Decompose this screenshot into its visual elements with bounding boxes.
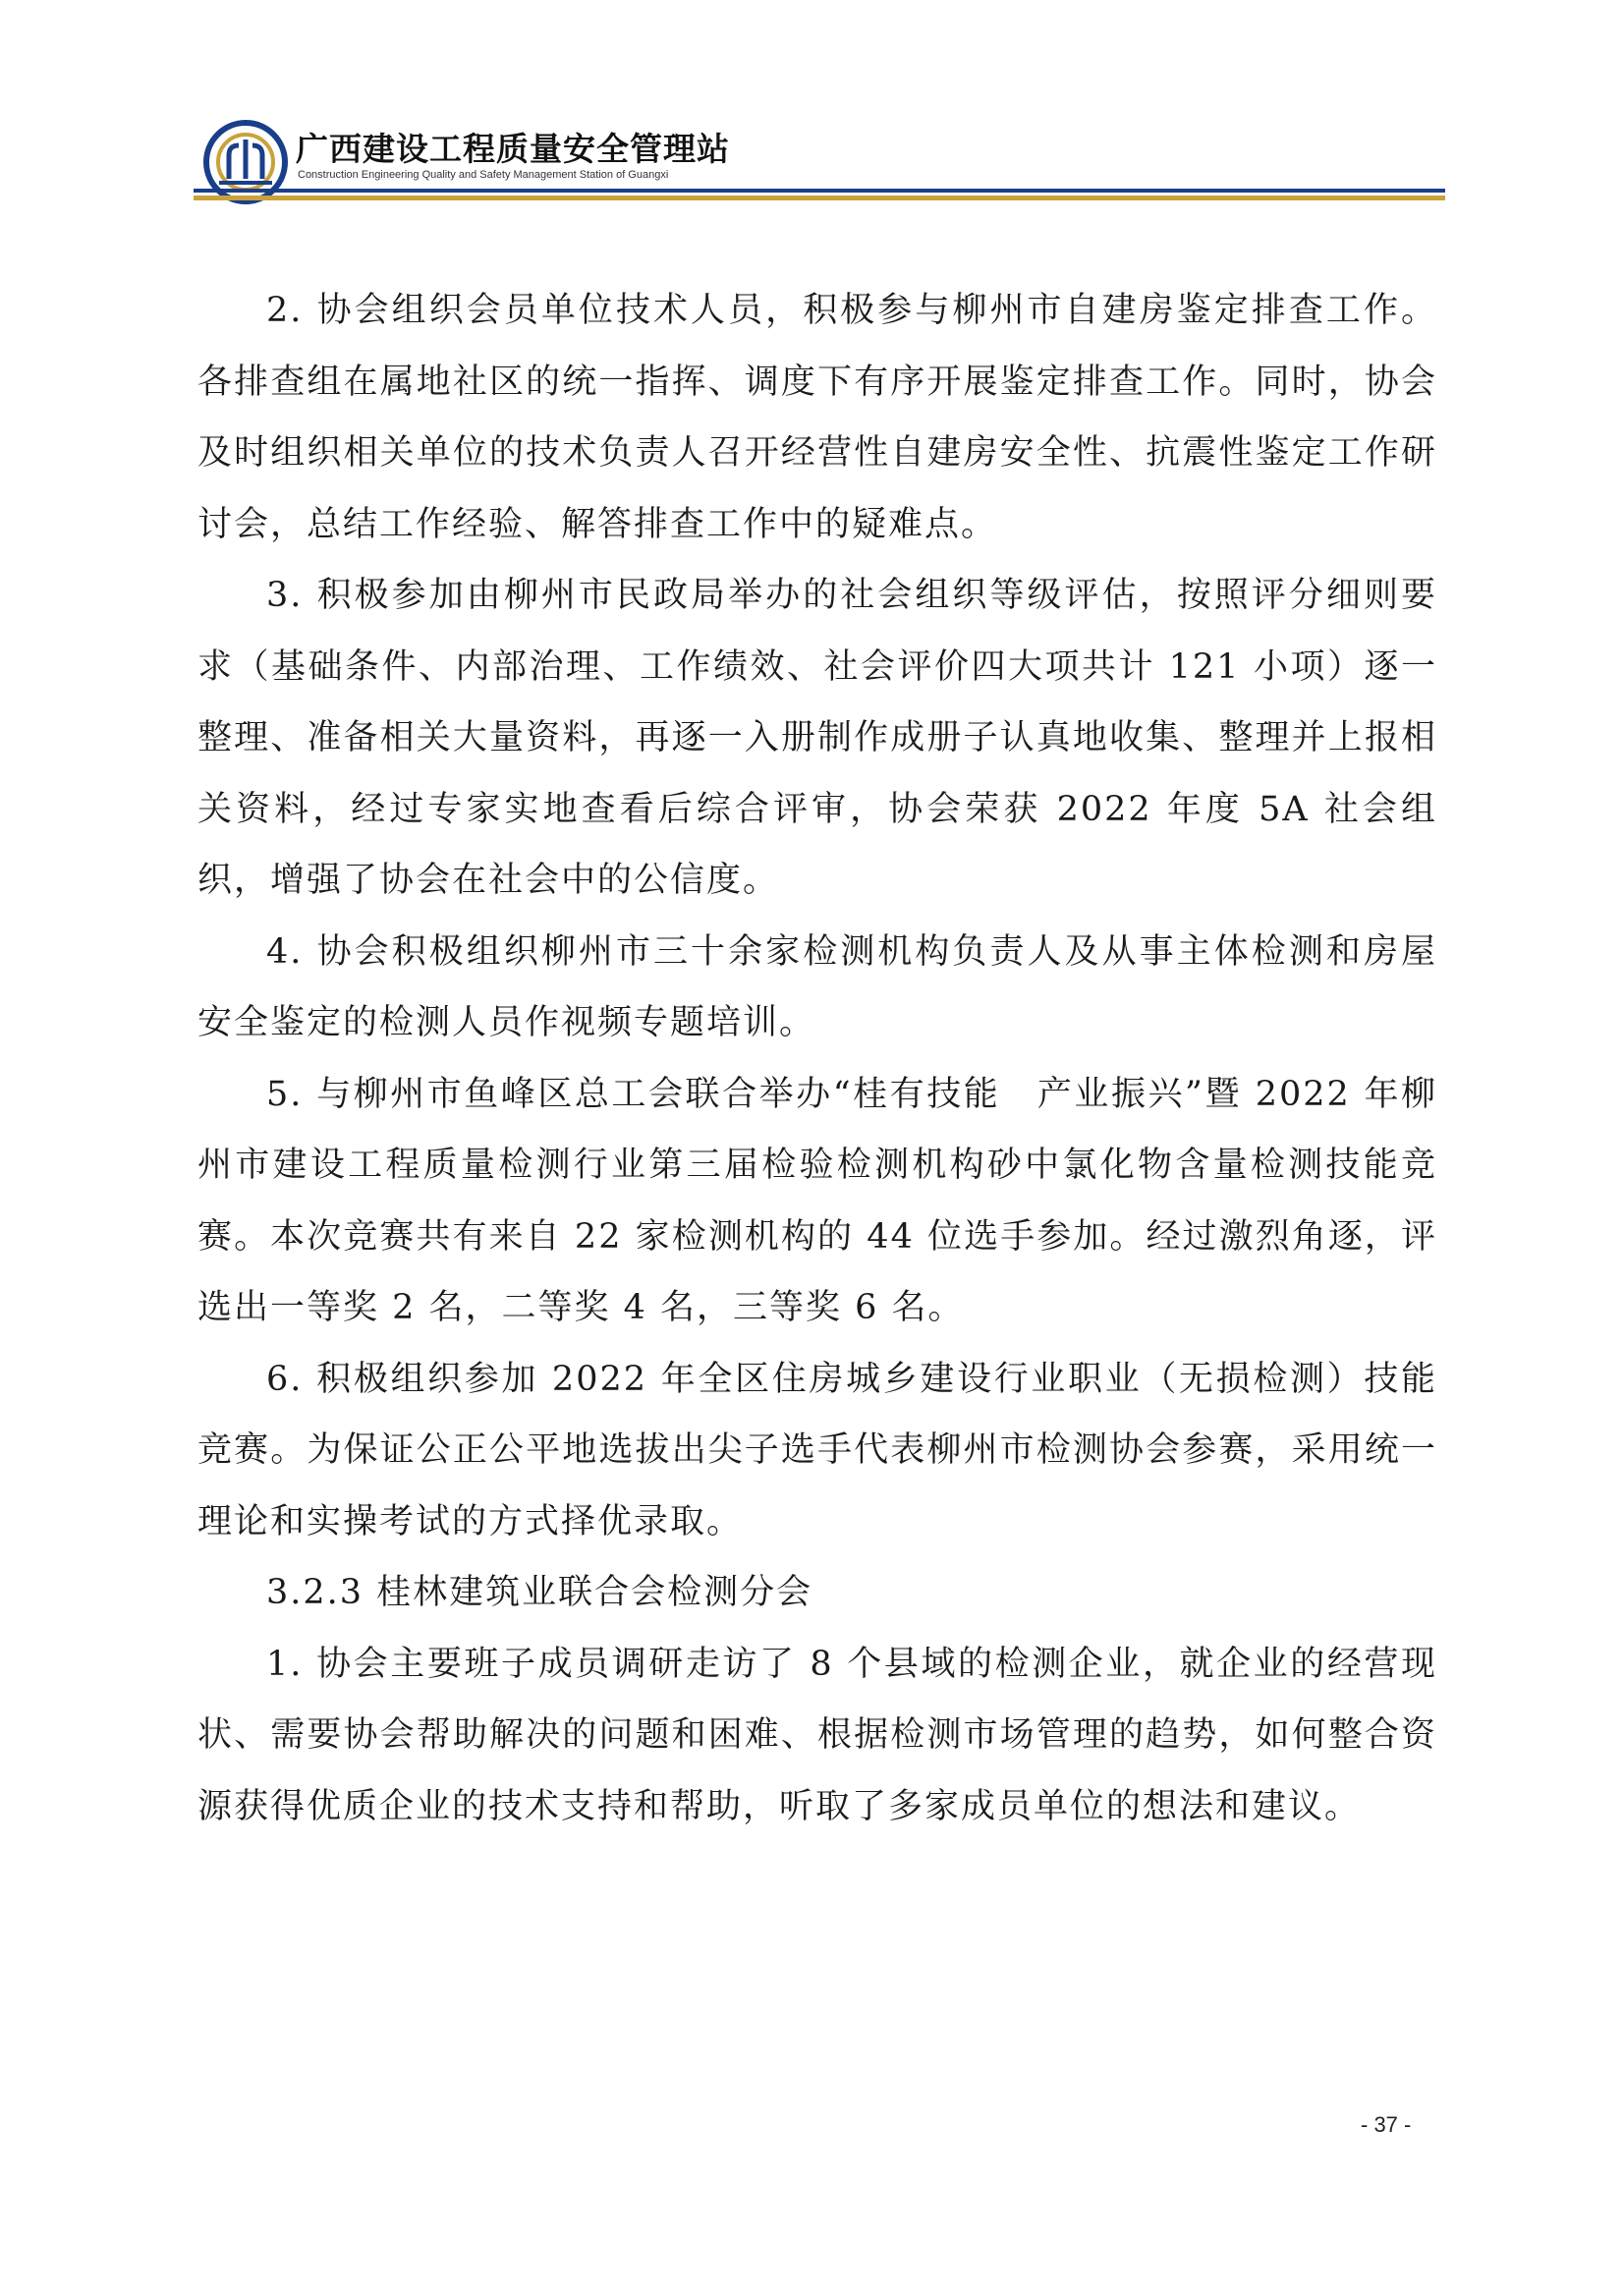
paragraph-item-4: 4. 协会积极组织柳州市三十余家检测机构负责人及从事主体检测和房屋安全鉴定的检测人员作视频专题培训。 xyxy=(197,931,1437,1042)
paragraph-item-1: 1. 协会主要班子成员调研走访了 8 个县域的检测企业，就企业的经营现状、需要协会帮助解决的问题和困难、根据检测市场管理的趋势，如何整合资源获得优质企业的技术支持和帮助，听取了多家成员单位的想法和建议。 xyxy=(197,1644,1437,1826)
section-heading: 3.2.3 桂林建筑业联合会检测分会 xyxy=(266,1573,813,1612)
header-rule-gold xyxy=(194,196,1445,200)
paragraph-item-5: 5. 与柳州市鱼峰区总工会联合举办“桂有技能 产业振兴”暨 2022 年柳州市建设工程质量检测行业第三届检验检测机构砂中氯化物含量检测技能竞赛。本次竞赛共有来自 22 家检测机构的 44 位选手参加。经过激烈角逐，评选出一等奖 2 名，二等奖 4 名，三等奖 6 名。 xyxy=(197,1074,1437,1327)
page-number: - 37 - xyxy=(1361,2112,1412,2137)
paragraph-item-3: 3. 积极参加由柳州市民政局举办的社会组织等级评估，按照评分细则要求（基础条件、内部治理、工作绩效、社会评价四大项共计 121 小项）逐一整理、准备相关大量资料，再逐一入册制作成册子认真地收集、整理并上报相关资料，经过专家实地查看后综合评审，协会荣获 2022 年度 5A 社会组织，增强了协会在社会中的公信度。 xyxy=(197,576,1437,900)
document-body xyxy=(197,275,1437,1842)
page-header xyxy=(194,108,1445,206)
org-name: 广西建设工程质量安全管理站 xyxy=(296,130,730,168)
org-name-english: Construction Engineering Quality and Safety Management Station of Guangxi xyxy=(298,169,669,181)
header-rule-blue xyxy=(194,189,1445,193)
paragraph-item-2: 2. 协会组织会员单位技术人员，积极参与柳州市自建房鉴定排查工作。各排查组在属地社区的统一指挥、调度下有序开展鉴定排查工作。同时，协会及时组织相关单位的技术负责人召开经营性自建房安全性、抗震性鉴定工作研讨会，总结工作经验、解答排查工作中的疑难点。 xyxy=(197,291,1437,544)
paragraph-item-6: 6. 积极组织参加 2022 年全区住房城乡建设行业职业（无损检测）技能竞赛。为保证公正公平地选拔出尖子选手代表柳州市检测协会参赛，采用统一理论和实操考试的方式择优录取。 xyxy=(197,1359,1437,1541)
station-logo-icon xyxy=(201,118,290,206)
